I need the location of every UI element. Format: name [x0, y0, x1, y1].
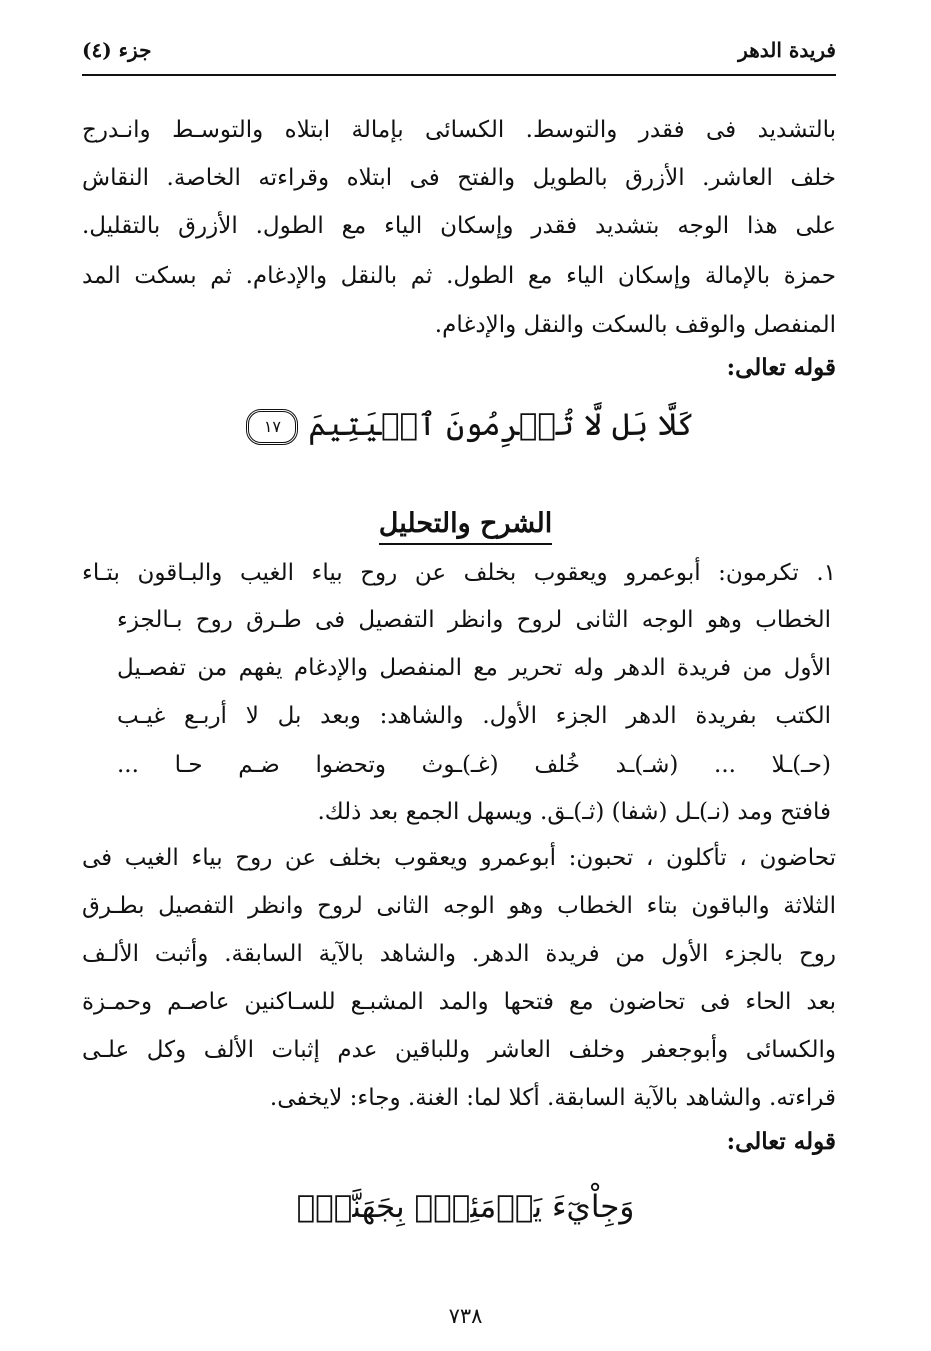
text-line: فافتح ومد (نـ)ـل (شفا) (ثـ)ـق. ويسهل الجمع بعد ذلك. [317, 799, 831, 825]
text-line: على هذا الوجه بتشديد فقدر وإسكان الياء مع الطول. الأزرق بالتقليل. [82, 213, 836, 239]
section-title [0, 504, 931, 544]
running-header [82, 38, 836, 70]
text-line: الثلاثة والباقون بتاء الخطاب وهو الوجه الثانى لروح وانظر التفصيل بطـرق [82, 893, 836, 919]
text-line: قراءته. والشاهد بالآية السابقة. أكلا لما: الغنة. وجاء: لايخفى. [269, 1085, 836, 1111]
text-line: حمزة بالإمالة وإسكان الياء مع الطول. ثم بالنقل والإدغام. ثم بسكت المد [82, 263, 836, 289]
verse-text: وَجِاْيٓءَ يَوۡمَئِذِۢ بِجَهَنَّمَۚ [296, 1189, 635, 1225]
header-rule [82, 74, 836, 76]
text-line: خلف العاشر. الأزرق بالطويل والفتح فى ابتلاه وقراءته الخاصة. النقاش [82, 165, 836, 191]
page-number: ٧٣٨ [448, 1304, 483, 1328]
qawluhu-label: قوله تعالى: [726, 354, 836, 381]
text-line: بالتشديد فى فقدر والتوسط. الكسائى بإمالة ابتلاه والتوسـط وانـدرج [82, 117, 836, 143]
text-line: المنفصل والوقف بالسكت والنقل والإدغام. [434, 312, 836, 338]
text-line: والكسائى وأبوجعفر وخلف العاشر وللباقين عدم إثبات الألف وكل علـى [82, 1037, 836, 1063]
text-line: الخطاب وهو الوجه الثانى لروح وانظر التفصيل فى طـرق روح بـالجزء [117, 607, 831, 633]
qawluhu-label: قوله تعالى: [726, 1128, 836, 1155]
verse-text: كَلَّا بَل لَّا تُكۡرِمُونَ ٱلۡيَتِيمَ [308, 407, 695, 443]
quran-verse [0, 400, 931, 450]
text-line: ١. تكرمون: أبوعمرو ويعقوب بخلف عن روح بياء الغيب والبـاقون بتـاء [82, 560, 836, 586]
header-part-label: جزء (٤) [82, 38, 152, 62]
text-line: الأول من فريدة الدهر وله تحرير مع المنفصل والإدغام يفهم من تفصـيل [117, 655, 831, 681]
text-line: بعد الحاء فى تحاضون مع فتحها والمد المشبـع للسـاكنين عاصـم وحمـزة [82, 989, 836, 1015]
text-line: الكتب بفريدة الدهر الجزء الأول. والشاهد: وبعد بل لا أربـع غيـب [117, 703, 831, 729]
header-book-title: فريدة الدهر [738, 38, 836, 62]
ayah-number-mark: ١٧ [246, 409, 298, 445]
text-line: (حـ)ـلا ... (شـ)ـد خُلف (غـ)ـوث وتحضوا ضـم حـا ... [117, 752, 831, 778]
text-line: تحاضون ، تأكلون ، تحبون: أبوعمرو ويعقوب بخلف عن روح بياء الغيب فى [82, 845, 836, 871]
quran-verse [0, 1182, 931, 1232]
section-title-text: الشرح والتحليل [379, 508, 552, 545]
text-line: روح بالجزء الأول من فريدة الدهر. والشاهد بالآية السابقة. وأثبت الألـف [82, 941, 836, 967]
